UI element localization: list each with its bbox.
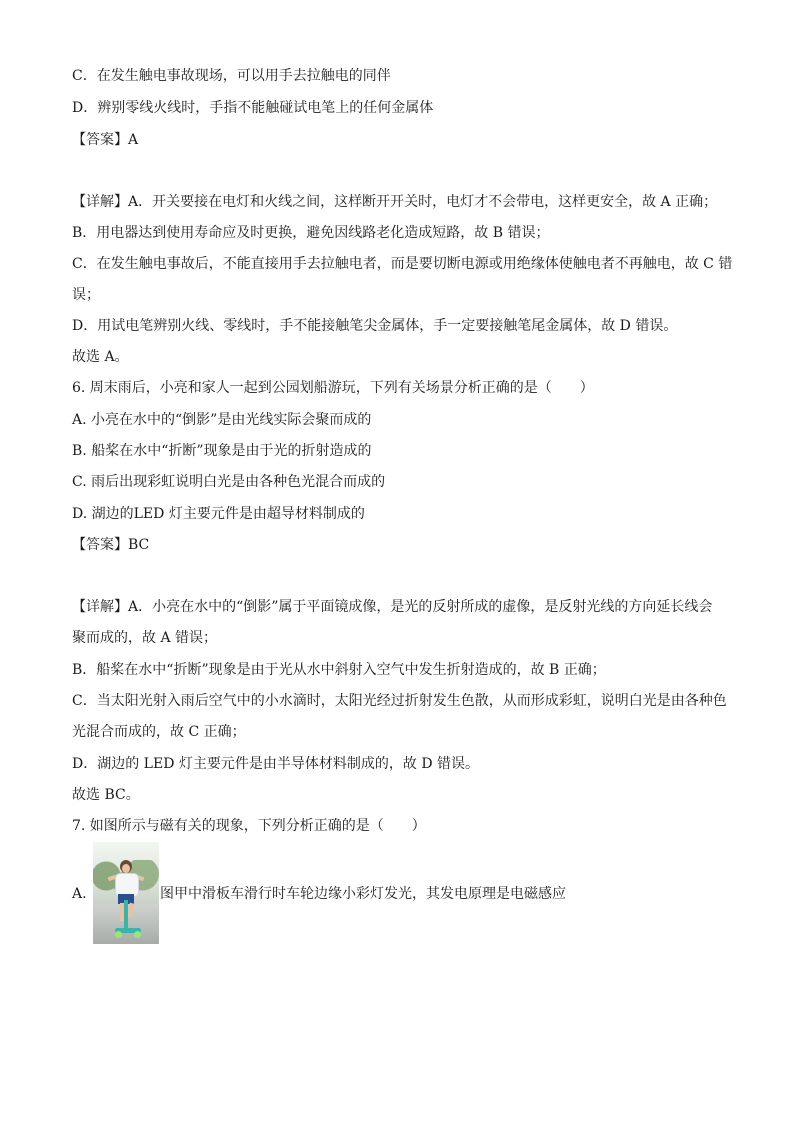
option-b-q6: B. 船桨在水中“折断”现象是由于光的折射造成的: [72, 443, 372, 459]
detail-q6-b: B．船桨在水中“折断”现象是由于光从水中斜射入空气中发生折射造成的，故 B 正确；: [72, 662, 606, 678]
detail-q5-conclusion: 故选 A。: [72, 349, 129, 365]
detail-q6-a-line1: 【详解】A．小亮在水中的“倒影”属于平面镜成像，是光的反射所成的虚像，是反射光线的方向延长线会: [72, 599, 713, 615]
option-a-q7-label: A.: [72, 886, 87, 902]
detail-q6-c-line2: 光混合而成的，故 C 正确；: [72, 724, 246, 740]
detail-q6-a-line2: 聚而成的，故 A 错误；: [72, 630, 218, 646]
detail-q5-b: B．用电器达到使用寿命应及时更换，避免因线路老化造成短路，故 B 错误；: [72, 225, 550, 241]
option-d-q5: D．辨别零线火线时，手指不能触碰试电笔上的任何金属体: [72, 100, 434, 116]
detail-q5-c-line1: C．在发生触电事故后，不能直接用手去拉触电者，而是要切断电源或用绝缘体使触电者不再触电，故 C 错: [72, 256, 733, 272]
option-c-q5: C．在发生触电事故现场，可以用手去拉触电的同伴: [72, 68, 391, 84]
detail-q6-conclusion: 故选 BC。: [72, 787, 140, 803]
detail-q5-a: 【详解】A．开关要接在电灯和火线之间，这样断开开关时，电灯才不会带电，这样更安全，故 A 正确；: [72, 194, 718, 210]
option-d-q6: D. 湖边的LED 灯主要元件是由超导材料制成的: [72, 506, 365, 522]
answer-q6: 【答案】BC: [72, 537, 150, 553]
detail-q5-d: D．用试电笔辨别火线、零线时，手不能接触笔尖金属体，手一定要接触笔尾金属体，故 D 错误。: [72, 318, 678, 334]
option-a-q6: A. 小亮在水中的“倒影”是由光线实际会聚而成的: [72, 412, 372, 428]
detail-q5-c-line2: 误；: [72, 287, 100, 303]
detail-q6-c-line1: C．当太阳光射入雨后空气中的小水滴时，太阳光经过折射发生色散，从而形成彩虹，说明白光是由各种色: [72, 693, 727, 709]
scooter-child-photo: [93, 842, 159, 944]
option-c-q6: C. 雨后出现彩虹说明白光是由各种色光混合而成的: [72, 474, 386, 490]
option-a-q7-text: 图甲中滑板车滑行时车轮边缘小彩灯发光，其发电原理是电磁感应: [160, 886, 566, 902]
answer-q5: 【答案】A: [72, 132, 139, 148]
question-7: 7. 如图所示与磁有关的现象，下列分析正确的是（ ）: [72, 818, 426, 834]
detail-q6-d: D．湖边的 LED 灯主要元件是由半导体材料制成的，故 D 错误。: [72, 756, 479, 772]
question-6: 6. 周末雨后，小亮和家人一起到公园划船游玩，下列有关场景分析正确的是（ ）: [72, 380, 594, 396]
